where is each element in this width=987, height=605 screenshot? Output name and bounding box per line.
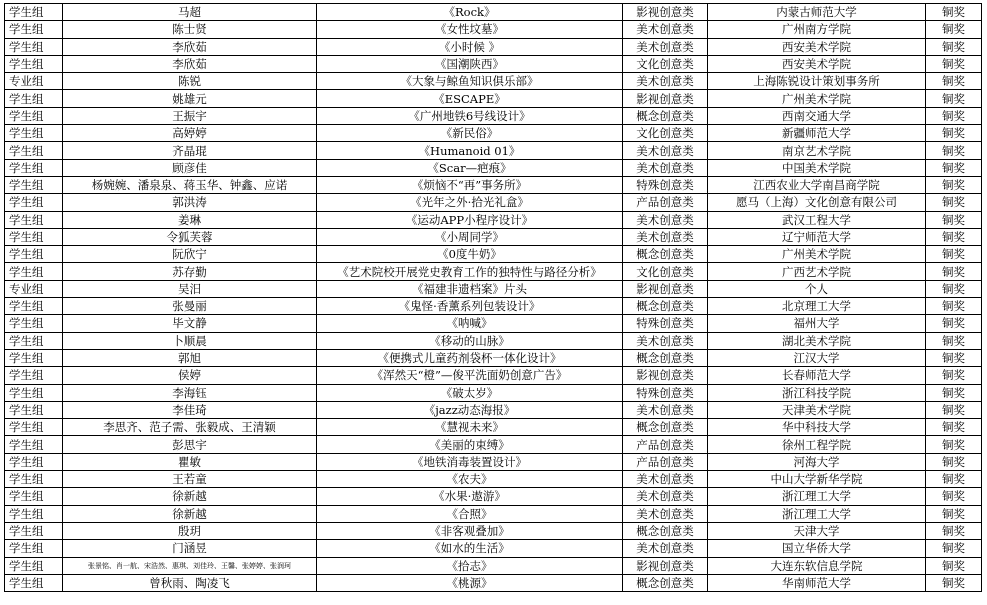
table-row	[5, 384, 982, 401]
category-cell: 概念创意类	[623, 107, 708, 124]
institution-cell: 湖北美术学院	[708, 332, 926, 349]
category-cell: 美术创意类	[623, 401, 708, 418]
table-row	[5, 142, 982, 159]
name-cell: 侯婷	[63, 367, 317, 384]
award-cell: 铜奖	[926, 55, 982, 72]
table-row	[5, 4, 982, 21]
category-cell: 影视创意类	[623, 90, 708, 107]
award-cell: 铜奖	[926, 540, 982, 557]
institution-cell: 福州大学	[708, 315, 926, 332]
institution-cell: 浙江理工大学	[708, 505, 926, 522]
group-cell: 学生组	[5, 90, 63, 107]
group-cell: 学生组	[5, 540, 63, 557]
name-cell: 李思齐、范子需、张毅成、王清颖	[63, 419, 317, 436]
name-cell: 姜琳	[63, 211, 317, 228]
group-cell: 学生组	[5, 453, 63, 470]
work-title-cell: 《呐喊》	[317, 315, 623, 332]
category-cell: 文化创意类	[623, 55, 708, 72]
group-cell: 学生组	[5, 436, 63, 453]
institution-cell: 广州美术学院	[708, 90, 926, 107]
institution-cell: 徐州工程学院	[708, 436, 926, 453]
award-cell: 铜奖	[926, 194, 982, 211]
table-row	[5, 453, 982, 470]
name-cell: 令狐芙蓉	[63, 228, 317, 245]
name-cell: 苏存勤	[63, 263, 317, 280]
institution-cell: 武汉工程大学	[708, 211, 926, 228]
name-cell: 郭洪涛	[63, 194, 317, 211]
table-row	[5, 107, 982, 124]
group-cell: 学生组	[5, 315, 63, 332]
institution-cell: 中国美术学院	[708, 159, 926, 176]
category-cell: 概念创意类	[623, 574, 708, 591]
award-cell: 铜奖	[926, 263, 982, 280]
table-row	[5, 280, 982, 297]
institution-cell: 辽宁师范大学	[708, 228, 926, 245]
work-title-cell: 《拾志》	[317, 557, 623, 574]
group-cell: 学生组	[5, 505, 63, 522]
table-row	[5, 159, 982, 176]
group-cell: 学生组	[5, 142, 63, 159]
table-row	[5, 574, 982, 591]
category-cell: 美术创意类	[623, 540, 708, 557]
work-title-cell: 《浑然天“橙”—俊平洗面奶创意广告》	[317, 367, 623, 384]
group-cell: 学生组	[5, 332, 63, 349]
award-cell: 铜奖	[926, 107, 982, 124]
name-cell: 李佳琦	[63, 401, 317, 418]
table-row	[5, 125, 982, 142]
work-title-cell: 《大象与鲸鱼知识俱乐部》	[317, 73, 623, 90]
table-row	[5, 55, 982, 72]
institution-cell: 西安美术学院	[708, 55, 926, 72]
award-cell: 铜奖	[926, 228, 982, 245]
group-cell: 学生组	[5, 107, 63, 124]
award-cell: 铜奖	[926, 211, 982, 228]
group-cell: 学生组	[5, 4, 63, 21]
award-cell: 铜奖	[926, 488, 982, 505]
category-cell: 美术创意类	[623, 471, 708, 488]
name-cell: 王若童	[63, 471, 317, 488]
name-cell: 高婷婷	[63, 125, 317, 142]
work-title-cell: 《0度牛奶》	[317, 246, 623, 263]
name-cell: 张曼丽	[63, 298, 317, 315]
institution-cell: 江西农业大学南昌商学院	[708, 176, 926, 193]
award-cell: 铜奖	[926, 125, 982, 142]
group-cell: 学生组	[5, 557, 63, 574]
institution-cell: 广州南方学院	[708, 21, 926, 38]
group-cell: 学生组	[5, 176, 63, 193]
category-cell: 概念创意类	[623, 419, 708, 436]
group-cell: 学生组	[5, 367, 63, 384]
award-cell: 铜奖	[926, 90, 982, 107]
table-row	[5, 488, 982, 505]
category-cell: 产品创意类	[623, 453, 708, 470]
category-cell: 概念创意类	[623, 349, 708, 366]
award-cell: 铜奖	[926, 419, 982, 436]
name-cell: 郭旭	[63, 349, 317, 366]
work-title-cell: 《国潮陕西》	[317, 55, 623, 72]
table-row	[5, 419, 982, 436]
institution-cell: 天津美术学院	[708, 401, 926, 418]
awards-table	[4, 3, 982, 592]
group-cell: 学生组	[5, 298, 63, 315]
category-cell: 概念创意类	[623, 298, 708, 315]
table-row	[5, 332, 982, 349]
category-cell: 美术创意类	[623, 211, 708, 228]
institution-cell: 个人	[708, 280, 926, 297]
institution-cell: 上海陈锐设计策划事务所	[708, 73, 926, 90]
institution-cell: 西安美术学院	[708, 38, 926, 55]
work-title-cell: 《破太岁》	[317, 384, 623, 401]
name-cell: 杨婉婉、潘泉泉、蒋玉华、钟鑫、应诺	[63, 176, 317, 193]
name-cell: 徐新越	[63, 505, 317, 522]
award-cell: 铜奖	[926, 4, 982, 21]
category-cell: 文化创意类	[623, 263, 708, 280]
award-cell: 铜奖	[926, 557, 982, 574]
name-cell: 阮欣宁	[63, 246, 317, 263]
award-cell: 铜奖	[926, 401, 982, 418]
category-cell: 美术创意类	[623, 505, 708, 522]
award-cell: 铜奖	[926, 332, 982, 349]
work-title-cell: 《水果·遨游》	[317, 488, 623, 505]
institution-cell: 华南师范大学	[708, 574, 926, 591]
group-cell: 学生组	[5, 384, 63, 401]
table-row	[5, 315, 982, 332]
work-title-cell: 《Rock》	[317, 4, 623, 21]
work-title-cell: 《广州地铁6号线设计》	[317, 107, 623, 124]
table-row	[5, 540, 982, 557]
institution-cell: 华中科技大学	[708, 419, 926, 436]
table-row	[5, 367, 982, 384]
institution-cell: 江汉大学	[708, 349, 926, 366]
award-cell: 铜奖	[926, 298, 982, 315]
institution-cell: 长春师范大学	[708, 367, 926, 384]
group-cell: 学生组	[5, 349, 63, 366]
table-row	[5, 436, 982, 453]
work-title-cell: 《jazz动态海报》	[317, 401, 623, 418]
institution-cell: 天津大学	[708, 522, 926, 539]
category-cell: 美术创意类	[623, 488, 708, 505]
work-title-cell: 《福建非遗档案》片头	[317, 280, 623, 297]
name-cell: 瞿敏	[63, 453, 317, 470]
name-cell: 李欣茹	[63, 55, 317, 72]
work-title-cell: 《合照》	[317, 505, 623, 522]
table-row	[5, 211, 982, 228]
work-title-cell: 《便携式儿童药剂袋杯一体化设计》	[317, 349, 623, 366]
work-title-cell: 《新民俗》	[317, 125, 623, 142]
work-title-cell: 《ESCAPE》	[317, 90, 623, 107]
name-cell: 张景铭、肖一航、宋浩然、惠琪、刘佳玲、王馨、张婷婷、张润珂	[63, 557, 317, 574]
group-cell: 学生组	[5, 401, 63, 418]
award-cell: 铜奖	[926, 246, 982, 263]
table-row	[5, 298, 982, 315]
category-cell: 影视创意类	[623, 4, 708, 21]
award-cell: 铜奖	[926, 159, 982, 176]
institution-cell: 中山大学新华学院	[708, 471, 926, 488]
category-cell: 产品创意类	[623, 436, 708, 453]
award-cell: 铜奖	[926, 280, 982, 297]
group-cell: 学生组	[5, 21, 63, 38]
award-cell: 铜奖	[926, 384, 982, 401]
category-cell: 美术创意类	[623, 142, 708, 159]
group-cell: 学生组	[5, 488, 63, 505]
work-title-cell: 《烦恼不“再”事务所》	[317, 176, 623, 193]
name-cell: 吴汨	[63, 280, 317, 297]
table-row	[5, 557, 982, 574]
table-row	[5, 194, 982, 211]
group-cell: 学生组	[5, 125, 63, 142]
group-cell: 学生组	[5, 55, 63, 72]
category-cell: 美术创意类	[623, 73, 708, 90]
table-row	[5, 349, 982, 366]
award-cell: 铜奖	[926, 142, 982, 159]
group-cell: 学生组	[5, 211, 63, 228]
award-cell: 铜奖	[926, 73, 982, 90]
work-title-cell: 《Humanoid 01》	[317, 142, 623, 159]
name-cell: 卜顺晨	[63, 332, 317, 349]
group-cell: 学生组	[5, 522, 63, 539]
work-title-cell: 《农夫》	[317, 471, 623, 488]
institution-cell: 南京艺术学院	[708, 142, 926, 159]
name-cell: 毕文静	[63, 315, 317, 332]
group-cell: 学生组	[5, 419, 63, 436]
institution-cell: 新疆师范大学	[708, 125, 926, 142]
name-cell: 陈士贤	[63, 21, 317, 38]
institution-cell: 北京理工大学	[708, 298, 926, 315]
category-cell: 特殊创意类	[623, 384, 708, 401]
category-cell: 文化创意类	[623, 125, 708, 142]
institution-cell: 广西艺术学院	[708, 263, 926, 280]
institution-cell: 浙江科技学院	[708, 384, 926, 401]
category-cell: 特殊创意类	[623, 315, 708, 332]
awards-table-body	[5, 4, 982, 592]
award-cell: 铜奖	[926, 21, 982, 38]
work-title-cell: 《艺术院校开展党史教育工作的独特性与路径分析》	[317, 263, 623, 280]
award-cell: 铜奖	[926, 574, 982, 591]
group-cell: 学生组	[5, 574, 63, 591]
institution-cell: 河海大学	[708, 453, 926, 470]
award-cell: 铜奖	[926, 315, 982, 332]
group-cell: 学生组	[5, 246, 63, 263]
work-title-cell: 《慧视未来》	[317, 419, 623, 436]
award-cell: 铜奖	[926, 176, 982, 193]
award-cell: 铜奖	[926, 505, 982, 522]
name-cell: 殷玥	[63, 522, 317, 539]
table-row	[5, 38, 982, 55]
institution-cell: 浙江理工大学	[708, 488, 926, 505]
institution-cell: 大连东软信息学院	[708, 557, 926, 574]
table-row	[5, 90, 982, 107]
award-cell: 铜奖	[926, 38, 982, 55]
award-cell: 铜奖	[926, 522, 982, 539]
institution-cell: 广州美术学院	[708, 246, 926, 263]
name-cell: 马超	[63, 4, 317, 21]
name-cell: 顾彦佳	[63, 159, 317, 176]
name-cell: 曾秋雨、陶凌飞	[63, 574, 317, 591]
table-row	[5, 505, 982, 522]
award-cell: 铜奖	[926, 471, 982, 488]
table-row	[5, 73, 982, 90]
institution-cell: 西南交通大学	[708, 107, 926, 124]
group-cell: 学生组	[5, 194, 63, 211]
category-cell: 影视创意类	[623, 367, 708, 384]
work-title-cell: 《小时候 》	[317, 38, 623, 55]
name-cell: 彭思宇	[63, 436, 317, 453]
category-cell: 美术创意类	[623, 38, 708, 55]
award-cell: 铜奖	[926, 367, 982, 384]
table-row	[5, 401, 982, 418]
work-title-cell: 《Scar—疤痕》	[317, 159, 623, 176]
work-title-cell: 《如水的生活》	[317, 540, 623, 557]
work-title-cell: 《非客观叠加》	[317, 522, 623, 539]
name-cell: 李海钰	[63, 384, 317, 401]
work-title-cell: 《移动的山脉》	[317, 332, 623, 349]
table-row	[5, 263, 982, 280]
group-cell: 专业组	[5, 73, 63, 90]
group-cell: 专业组	[5, 280, 63, 297]
institution-cell: 国立华侨大学	[708, 540, 926, 557]
table-row	[5, 228, 982, 245]
name-cell: 陈锐	[63, 73, 317, 90]
work-title-cell: 《小周同学》	[317, 228, 623, 245]
category-cell: 概念创意类	[623, 246, 708, 263]
table-row	[5, 471, 982, 488]
name-cell: 姚雄元	[63, 90, 317, 107]
table-row	[5, 176, 982, 193]
name-cell: 齐晶琨	[63, 142, 317, 159]
category-cell: 特殊创意类	[623, 176, 708, 193]
table-row	[5, 246, 982, 263]
category-cell: 美术创意类	[623, 21, 708, 38]
award-cell: 铜奖	[926, 453, 982, 470]
category-cell: 美术创意类	[623, 228, 708, 245]
institution-cell: 愿马（上海）文化创意有限公司	[708, 194, 926, 211]
group-cell: 学生组	[5, 471, 63, 488]
category-cell: 概念创意类	[623, 522, 708, 539]
category-cell: 美术创意类	[623, 332, 708, 349]
table-row	[5, 522, 982, 539]
work-title-cell: 《运动APP小程序设计》	[317, 211, 623, 228]
group-cell: 学生组	[5, 228, 63, 245]
work-title-cell: 《美丽的束缚》	[317, 436, 623, 453]
award-cell: 铜奖	[926, 349, 982, 366]
work-title-cell: 《桃源》	[317, 574, 623, 591]
name-cell: 王振宇	[63, 107, 317, 124]
table-row	[5, 21, 982, 38]
name-cell: 李欣茹	[63, 38, 317, 55]
institution-cell: 内蒙古师范大学	[708, 4, 926, 21]
category-cell: 影视创意类	[623, 557, 708, 574]
group-cell: 学生组	[5, 159, 63, 176]
category-cell: 产品创意类	[623, 194, 708, 211]
award-cell: 铜奖	[926, 436, 982, 453]
name-cell: 徐新越	[63, 488, 317, 505]
group-cell: 学生组	[5, 263, 63, 280]
work-title-cell: 《光年之外·拾光礼盒》	[317, 194, 623, 211]
category-cell: 影视创意类	[623, 280, 708, 297]
group-cell: 学生组	[5, 38, 63, 55]
work-title-cell: 《鬼怪·香薰系列包装设计》	[317, 298, 623, 315]
work-title-cell: 《地铁消毒装置设计》	[317, 453, 623, 470]
name-cell: 门涵昱	[63, 540, 317, 557]
category-cell: 美术创意类	[623, 159, 708, 176]
work-title-cell: 《女性坟墓》	[317, 21, 623, 38]
